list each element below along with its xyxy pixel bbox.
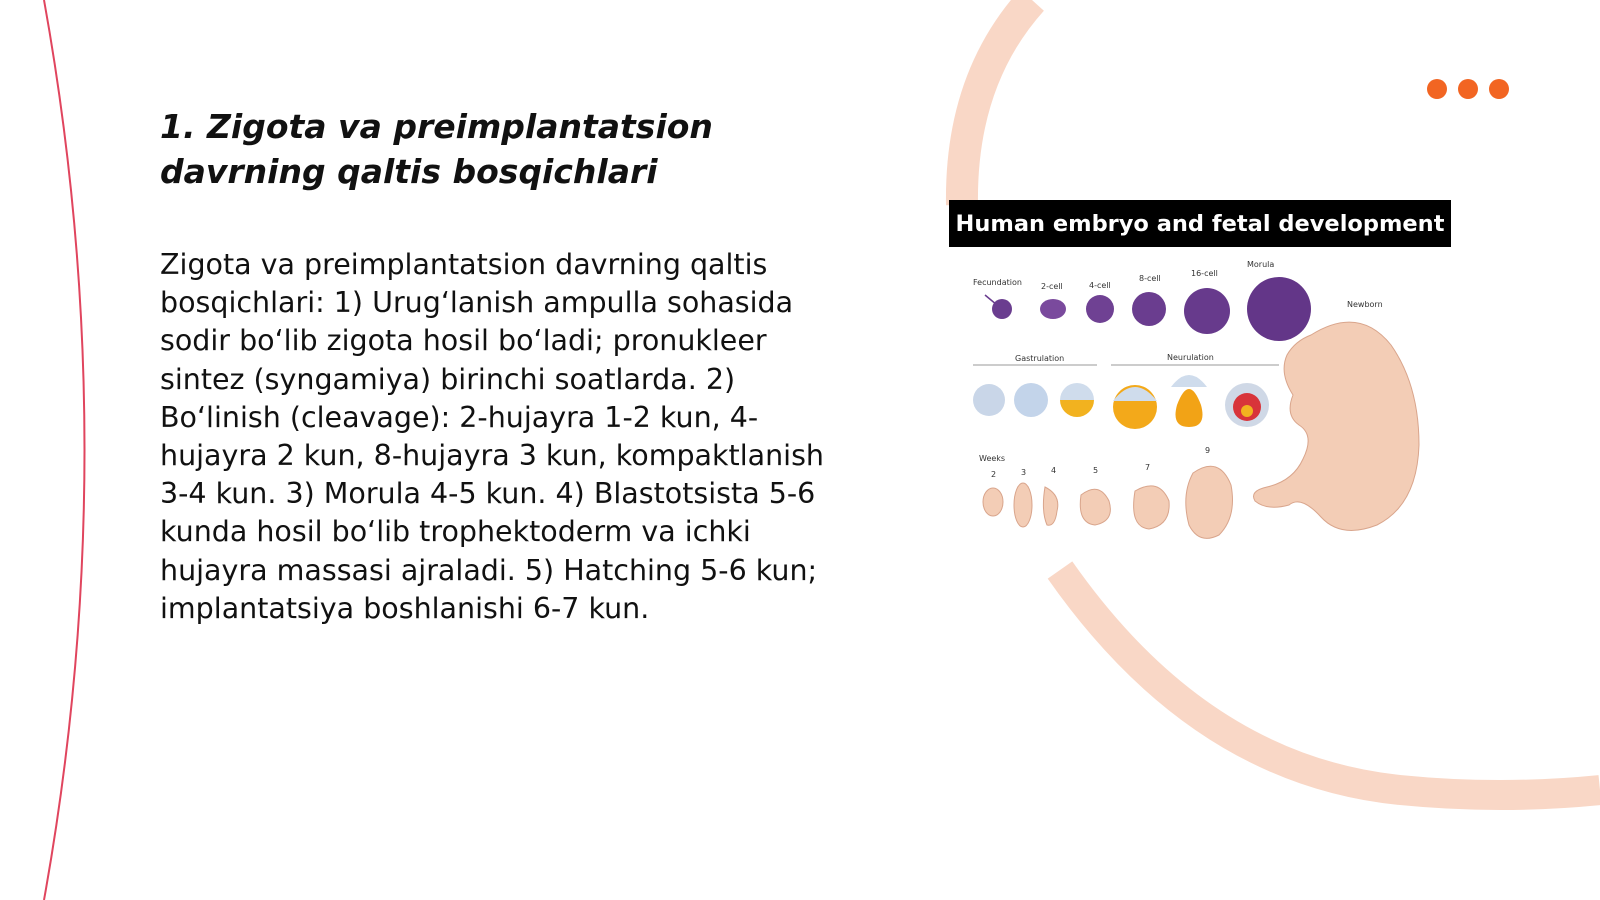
dot-1 xyxy=(1427,79,1447,99)
stage-label-8cell: 8-cell xyxy=(1139,274,1161,283)
more-dots-icon xyxy=(1427,79,1509,99)
embryo-week-4 xyxy=(1043,487,1057,525)
gastrulation-label: Gastrulation xyxy=(1015,354,1065,363)
morula-embryo xyxy=(1247,277,1311,341)
stage-label-4cell: 4-cell xyxy=(1089,281,1111,290)
fecundation-cell xyxy=(992,299,1012,319)
embryo-week-5 xyxy=(1080,489,1110,525)
week-9-label: 9 xyxy=(1205,446,1211,455)
sixteen-cell-embryo xyxy=(1184,288,1230,334)
arc-lower xyxy=(1060,570,1600,795)
week-3-label: 3 xyxy=(1021,468,1027,477)
week-7-label: 7 xyxy=(1145,463,1151,472)
dot-3 xyxy=(1489,79,1509,99)
gastrula-stage-1 xyxy=(973,384,1005,416)
figure-title: Human embryo and fetal development xyxy=(949,200,1451,247)
embryo-illustration xyxy=(949,255,1451,568)
stage-label-2cell: 2-cell xyxy=(1041,282,1063,291)
embryo-development-figure xyxy=(949,200,1451,568)
week-5-label: 5 xyxy=(1093,466,1099,475)
embryo-week-7 xyxy=(1134,486,1170,529)
embryo-week-3 xyxy=(1014,483,1032,527)
eight-cell-embryo xyxy=(1132,292,1166,326)
week-2-label: 2 xyxy=(991,470,997,479)
slide-title: 1. Zigota va preimplantatsion davrning qaltis bosqichlari xyxy=(160,107,713,191)
gastrula-stage-2 xyxy=(1014,383,1048,417)
two-cell-embryo xyxy=(1040,299,1066,319)
neurula-stage-2 xyxy=(1176,389,1203,427)
embryo-week-2 xyxy=(983,488,1003,516)
newborn-label: Newborn xyxy=(1347,300,1383,309)
slide-body-text: Zigota va preimplantatsion davrning qaltis bosqichlari: 1) Urug‘lanish ampulla sohasida sodir bo‘lib zigota hosil bo‘ladi; pronukleer sintez (syngamiya) birinchi soatlarda. 2) Bo‘linish (cleavage): 2-hujayra 1-2 kun, 4-hujayra 2 kun, 8-hujayra 3 kun, kompaktlanish 3-4 kun. 3) Morula 4-5 kun. 4) Blastotsista 5-6 kunda hosil bo‘lib trophektoderm va ichki hujayra massasi ajraladi. 5) Hatching 5-6 kun; implantatsiya boshlanishi 6-7 kun. xyxy=(160,248,824,625)
four-cell-embryo xyxy=(1086,295,1114,323)
left-curve-line xyxy=(44,0,85,900)
weeks-label: Weeks xyxy=(979,454,1006,463)
embryo-week-9 xyxy=(1186,466,1233,538)
stage-label-fecundation: Fecundation xyxy=(973,278,1022,287)
neurulation-label: Neurulation xyxy=(1167,353,1214,362)
week-4-label: 4 xyxy=(1051,466,1057,475)
stage-label-16cell: 16-cell xyxy=(1191,269,1218,278)
arc-upper xyxy=(962,0,1032,205)
dot-2 xyxy=(1458,79,1478,99)
newborn-fetus xyxy=(1254,322,1420,530)
stage-label-morula: Morula xyxy=(1247,260,1275,269)
